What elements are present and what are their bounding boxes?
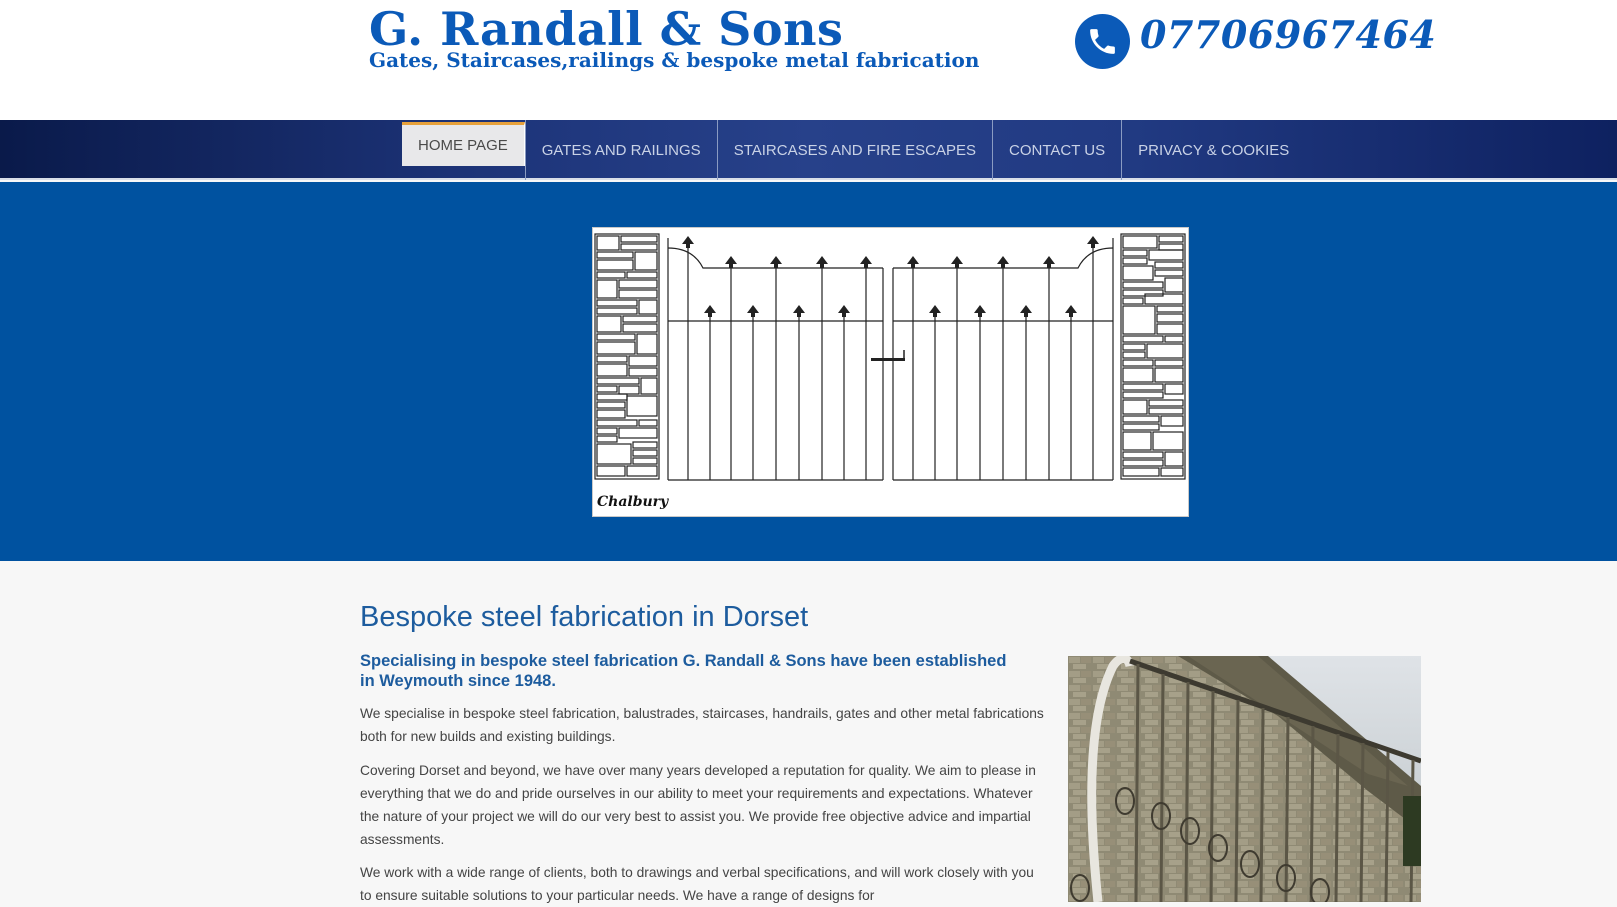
- paragraph-coverage: Covering Dorset and beyond, we have over many years developed a reputation for quality. We aim to please in everything that we do and pride ourselves in our ability to meet your requirements and expectations. Whatever the nature of your project we will do our very best to assist you. We provide free objective advice and impartial assessments.: [360, 763, 1036, 847]
- hero-banner: [0, 182, 1617, 561]
- paragraph-clients: We work with a wide range of clients, both to drawings and verbal specifications, and will work closely with you to ensure suitable solutions to your particular needs. We have a range of designs for: [360, 865, 1034, 903]
- phone-number-link[interactable]: 07706967464: [1140, 12, 1437, 57]
- paragraph-intro: We specialise in bespoke steel fabrication, balustrades, staircases, handrails, gates and other metal fabrications both for new builds and existing buildings.: [360, 706, 1044, 744]
- gate-drawing-image: [592, 227, 1189, 517]
- nav-privacy-cookies[interactable]: PRIVACY & COOKIES: [1121, 120, 1305, 180]
- site-tagline: Gates, Staircases,railings & bespoke metal fabrication: [369, 48, 980, 72]
- phone-icon: [1075, 14, 1130, 69]
- main-content: [0, 561, 1617, 902]
- balustrade-photo: [1068, 656, 1421, 902]
- page-heading: Bespoke steel fabrication in Dorset: [360, 601, 809, 633]
- nav-home-page[interactable]: HOME PAGE: [402, 122, 525, 166]
- main-nav: [0, 120, 1617, 180]
- gate-drawing-illustration: [593, 228, 1188, 516]
- image-caption: Chalbury: [597, 494, 669, 510]
- nav-staircases-and-fire-escapes[interactable]: STAIRCASES AND FIRE ESCAPES: [717, 120, 992, 180]
- balustrade-photo-illustration: [1068, 656, 1421, 902]
- site-header: [0, 0, 1617, 120]
- site-title[interactable]: G. Randall & Sons: [369, 2, 844, 56]
- nav-gates-and-railings[interactable]: GATES AND RAILINGS: [525, 120, 717, 180]
- page-subheading: Specialising in bespoke steel fabrication G. Randall & Sons have been established in Weymouth since 1948.: [360, 652, 1007, 690]
- nav-contact-us[interactable]: CONTACT US: [992, 120, 1121, 180]
